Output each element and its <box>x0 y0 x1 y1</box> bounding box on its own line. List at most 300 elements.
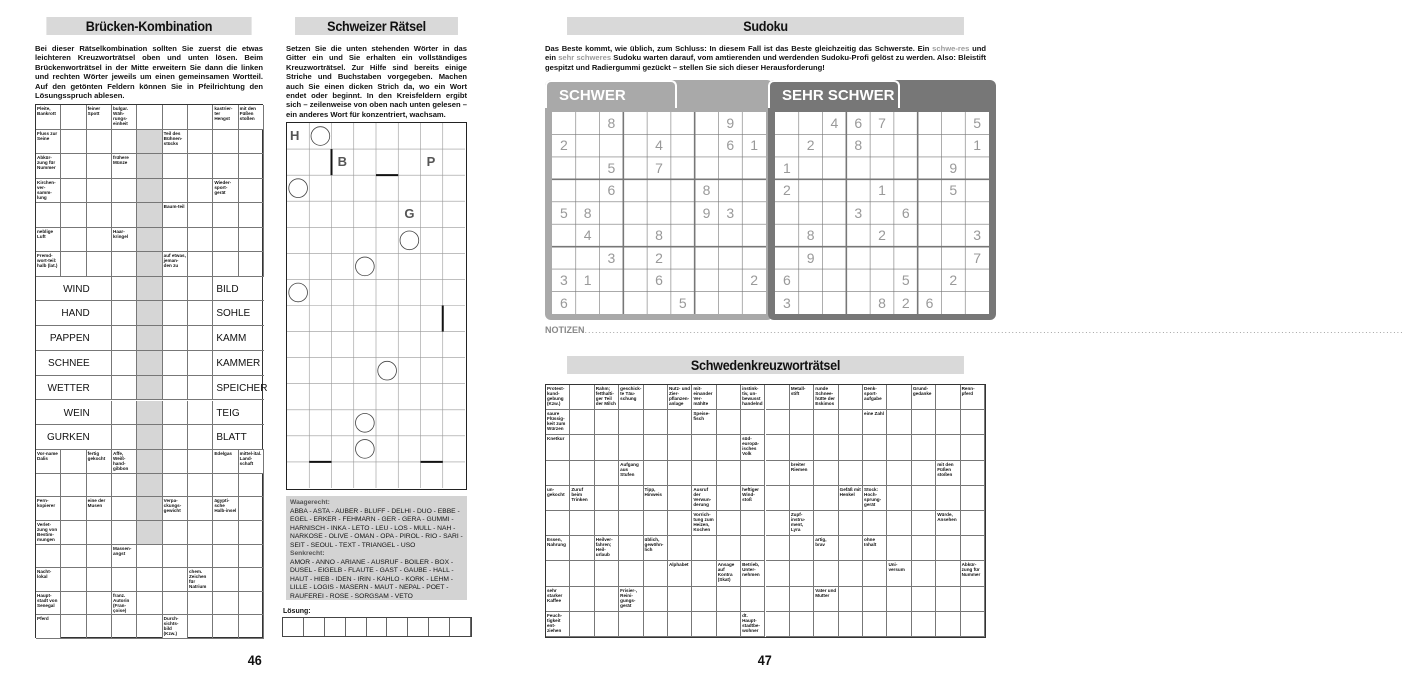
answer-cell[interactable] <box>766 435 790 460</box>
answer-cell[interactable] <box>570 612 594 637</box>
answer-cell[interactable] <box>839 587 863 612</box>
answer-cell[interactable] <box>887 587 911 612</box>
answer-cell[interactable] <box>163 228 188 253</box>
answer-cell[interactable] <box>87 592 112 616</box>
bridge-answer-cell[interactable] <box>137 326 162 351</box>
answer-cell[interactable] <box>137 474 162 498</box>
answer-cell[interactable] <box>790 536 814 561</box>
answer-cell[interactable] <box>87 474 112 498</box>
answer-cell[interactable] <box>61 450 86 474</box>
answer-cell[interactable] <box>137 497 162 521</box>
answer-cell[interactable] <box>112 497 137 521</box>
answer-cell[interactable] <box>163 154 188 179</box>
answer-cell[interactable] <box>137 568 162 592</box>
answer-cell[interactable] <box>87 228 112 253</box>
answer-cell[interactable] <box>644 511 668 536</box>
answer-cell[interactable] <box>863 561 887 586</box>
answer-cell[interactable] <box>692 561 716 586</box>
answer-cell[interactable] <box>790 486 814 511</box>
bridge-answer-cell[interactable] <box>112 425 137 450</box>
answer-cell[interactable] <box>61 568 86 592</box>
answer-cell[interactable] <box>912 435 936 460</box>
sudoku-given: 2 <box>901 294 910 311</box>
bridge-answer-cell[interactable] <box>188 277 213 302</box>
answer-cell[interactable] <box>644 587 668 612</box>
sudoku-schwer-grid[interactable] <box>552 112 766 314</box>
bridge-answer-cell[interactable] <box>137 277 162 302</box>
answer-cell[interactable] <box>619 486 643 511</box>
answer-cell[interactable] <box>239 497 264 521</box>
answer-cell[interactable] <box>87 154 112 179</box>
answer-cell[interactable] <box>163 592 188 616</box>
answer-cell[interactable] <box>717 486 741 511</box>
answer-cell[interactable] <box>188 521 213 545</box>
clue-cell: Vater und Mutter <box>814 587 838 612</box>
answer-cell[interactable] <box>839 536 863 561</box>
bridge-answer-cell[interactable] <box>188 301 213 326</box>
answer-cell[interactable] <box>717 612 741 637</box>
answer-cell[interactable] <box>961 461 985 486</box>
answer-cell[interactable] <box>936 410 960 435</box>
answer-cell[interactable] <box>163 521 188 545</box>
answer-cell[interactable] <box>112 252 137 277</box>
bridge-answer-cell[interactable] <box>188 425 213 450</box>
answer-cell[interactable] <box>61 154 86 179</box>
answer-cell[interactable] <box>619 561 643 586</box>
sudoku-given: 9 <box>702 204 711 221</box>
bridge-answer-cell[interactable] <box>87 326 112 351</box>
answer-cell[interactable] <box>619 536 643 561</box>
bridge-answer-cell[interactable] <box>112 301 137 326</box>
answer-cell[interactable] <box>936 385 960 410</box>
bridge-answer-cell[interactable] <box>137 301 162 326</box>
answer-cell[interactable] <box>814 410 838 435</box>
answer-cell[interactable] <box>163 179 188 204</box>
loesung-boxes[interactable] <box>282 617 472 637</box>
senkrecht-words: AMOR - ANNO - ARIANE - AUSRUF - BOILER - BOX - DUSEL - EIGELB - FLAUTE - GAST - GAUBE - HALL - HAUT - HIEB - IDEN - IRIN - KAHLO - KORK - LEHM - LILLE - LOGIS - MASERN - MAUT - NEPAL - POET - RAUFEREI - ROSE - SORGSAM - VETO <box>290 558 454 600</box>
answer-cell[interactable] <box>644 461 668 486</box>
answer-cell[interactable] <box>887 536 911 561</box>
answer-cell[interactable] <box>112 568 137 592</box>
schweizer-grid <box>286 122 467 490</box>
clue-cell: Grund-gedanke <box>912 385 936 410</box>
answer-cell[interactable] <box>790 561 814 586</box>
answer-cell[interactable] <box>546 461 570 486</box>
answer-cell[interactable] <box>87 545 112 569</box>
answer-cell[interactable] <box>839 511 863 536</box>
answer-cell[interactable] <box>668 612 692 637</box>
answer-cell[interactable] <box>163 474 188 498</box>
answer-cell[interactable] <box>239 179 264 204</box>
answer-cell[interactable] <box>766 385 790 410</box>
answer-cell[interactable] <box>239 545 264 569</box>
answer-cell[interactable] <box>137 450 162 474</box>
answer-cell[interactable] <box>912 612 936 637</box>
sudoku-given: 6 <box>607 182 616 199</box>
answer-cell[interactable] <box>61 252 86 277</box>
bridge-answer-cell[interactable] <box>163 351 188 376</box>
answer-cell[interactable] <box>766 511 790 536</box>
answer-cell[interactable] <box>239 474 264 498</box>
answer-cell[interactable] <box>961 486 985 511</box>
answer-cell[interactable] <box>644 612 668 637</box>
answer-cell[interactable] <box>163 568 188 592</box>
answer-cell[interactable] <box>887 612 911 637</box>
bridge-answer-cell[interactable] <box>87 376 112 401</box>
answer-cell[interactable] <box>790 612 814 637</box>
answer-cell[interactable] <box>570 461 594 486</box>
answer-cell[interactable] <box>912 561 936 586</box>
answer-cell[interactable] <box>61 203 86 228</box>
answer-cell[interactable] <box>936 587 960 612</box>
answer-cell[interactable] <box>112 179 137 204</box>
answer-cell[interactable] <box>936 435 960 460</box>
answer-cell[interactable] <box>839 410 863 435</box>
answer-cell[interactable] <box>61 105 86 130</box>
answer-cell[interactable] <box>668 536 692 561</box>
answer-cell[interactable] <box>619 435 643 460</box>
bridge-answer-cell[interactable] <box>87 425 112 450</box>
answer-cell[interactable] <box>814 561 838 586</box>
answer-cell[interactable] <box>887 486 911 511</box>
answer-cell[interactable] <box>766 486 790 511</box>
answer-cell[interactable] <box>61 228 86 253</box>
answer-cell[interactable] <box>644 410 668 435</box>
answer-cell[interactable] <box>61 615 86 639</box>
answer-cell[interactable] <box>137 615 162 639</box>
bridge-answer-cell[interactable] <box>137 425 162 450</box>
answer-cell[interactable] <box>87 568 112 592</box>
answer-cell[interactable] <box>717 385 741 410</box>
answer-cell[interactable] <box>863 612 887 637</box>
answer-cell[interactable] <box>912 486 936 511</box>
answer-cell[interactable] <box>814 511 838 536</box>
answer-cell[interactable] <box>87 521 112 545</box>
answer-cell[interactable] <box>692 587 716 612</box>
answer-cell[interactable] <box>239 252 264 277</box>
solution-circle <box>356 257 375 276</box>
answer-cell[interactable] <box>213 154 238 179</box>
answer-cell[interactable] <box>188 228 213 253</box>
answer-cell[interactable] <box>137 521 162 545</box>
answer-cell[interactable] <box>961 587 985 612</box>
answer-cell[interactable] <box>213 615 238 639</box>
given-letter: B <box>337 154 348 170</box>
answer-cell[interactable] <box>619 410 643 435</box>
answer-cell[interactable] <box>137 130 162 155</box>
answer-cell[interactable] <box>692 536 716 561</box>
answer-cell[interactable] <box>87 179 112 204</box>
answer-cell[interactable] <box>188 130 213 155</box>
answer-cell[interactable] <box>595 587 619 612</box>
bridge-answer-cell[interactable] <box>112 351 137 376</box>
answer-cell[interactable] <box>87 615 112 639</box>
answer-cell[interactable] <box>595 561 619 586</box>
answer-cell[interactable] <box>188 450 213 474</box>
answer-cell[interactable] <box>717 410 741 435</box>
answer-cell[interactable] <box>61 521 86 545</box>
clue-cell: Durch-sichts-bild (Kzw.) <box>163 615 188 639</box>
clue-cell: ohne Inhalt <box>863 536 887 561</box>
bridge-answer-cell[interactable] <box>137 376 162 401</box>
answer-cell[interactable] <box>137 179 162 204</box>
answer-cell[interactable] <box>570 385 594 410</box>
answer-cell[interactable] <box>936 561 960 586</box>
answer-cell[interactable] <box>87 252 112 277</box>
answer-cell[interactable] <box>717 461 741 486</box>
answer-cell[interactable] <box>137 105 162 130</box>
answer-cell[interactable] <box>790 410 814 435</box>
answer-cell[interactable] <box>112 521 137 545</box>
answer-cell[interactable] <box>87 130 112 155</box>
answer-cell[interactable] <box>61 497 86 521</box>
answer-cell[interactable] <box>61 474 86 498</box>
answer-cell[interactable] <box>87 203 112 228</box>
answer-cell[interactable] <box>61 592 86 616</box>
answer-cell[interactable] <box>839 561 863 586</box>
answer-cell[interactable] <box>188 252 213 277</box>
answer-cell[interactable] <box>839 461 863 486</box>
answer-cell[interactable] <box>741 587 765 612</box>
answer-cell[interactable] <box>717 435 741 460</box>
given-letter: P <box>426 154 436 170</box>
answer-cell[interactable] <box>213 521 238 545</box>
bridge-answer-cell[interactable] <box>188 401 213 426</box>
answer-cell[interactable] <box>692 435 716 460</box>
answer-cell[interactable] <box>213 545 238 569</box>
answer-cell[interactable] <box>839 435 863 460</box>
clue-cell: Ansage auf Kontra (Skat) <box>717 561 741 586</box>
answer-cell[interactable] <box>163 105 188 130</box>
answer-cell[interactable] <box>595 612 619 637</box>
answer-cell[interactable] <box>112 474 137 498</box>
answer-cell[interactable] <box>213 228 238 253</box>
answer-cell[interactable] <box>570 511 594 536</box>
answer-cell[interactable] <box>137 203 162 228</box>
bridge-left-word: GURKEN <box>46 432 90 444</box>
answer-cell[interactable] <box>112 615 137 639</box>
bridge-answer-cell[interactable] <box>163 301 188 326</box>
answer-cell[interactable] <box>839 385 863 410</box>
answer-cell[interactable] <box>239 154 264 179</box>
answer-cell[interactable] <box>692 461 716 486</box>
answer-cell[interactable] <box>546 561 570 586</box>
answer-cell[interactable] <box>239 130 264 155</box>
answer-cell[interactable] <box>188 105 213 130</box>
answer-cell[interactable] <box>137 252 162 277</box>
bridge-answer-cell[interactable] <box>87 351 112 376</box>
sudoku-sehr-schwer-grid[interactable] <box>775 112 989 314</box>
answer-cell[interactable] <box>863 461 887 486</box>
answer-cell[interactable] <box>239 228 264 253</box>
answer-cell[interactable] <box>887 435 911 460</box>
answer-cell[interactable] <box>863 511 887 536</box>
sudoku-given: 1 <box>583 272 592 289</box>
bridge-answer-cell[interactable] <box>163 376 188 401</box>
bridge-answer-cell[interactable] <box>163 401 188 426</box>
answer-cell[interactable] <box>887 385 911 410</box>
answer-cell[interactable] <box>644 561 668 586</box>
bridge-answer-cell[interactable] <box>188 326 213 351</box>
answer-cell[interactable] <box>717 587 741 612</box>
answer-cell[interactable] <box>814 461 838 486</box>
answer-cell[interactable] <box>814 486 838 511</box>
bridge-answer-cell[interactable] <box>112 401 137 426</box>
answer-cell[interactable] <box>188 203 213 228</box>
answer-cell[interactable] <box>213 203 238 228</box>
answer-cell[interactable] <box>239 568 264 592</box>
answer-cell[interactable] <box>239 203 264 228</box>
answer-cell[interactable] <box>717 511 741 536</box>
answer-cell[interactable] <box>137 228 162 253</box>
bridge-answer-cell[interactable] <box>87 277 112 302</box>
answer-cell[interactable] <box>213 592 238 616</box>
answer-cell[interactable] <box>668 461 692 486</box>
answer-cell[interactable] <box>912 461 936 486</box>
answer-cell[interactable] <box>112 130 137 155</box>
answer-cell[interactable] <box>188 497 213 521</box>
bridge-answer-cell[interactable] <box>112 376 137 401</box>
answer-cell[interactable] <box>595 410 619 435</box>
bridge-answer-cell[interactable] <box>188 376 213 401</box>
answer-cell[interactable] <box>570 410 594 435</box>
answer-cell[interactable] <box>61 130 86 155</box>
answer-cell[interactable] <box>188 615 213 639</box>
answer-cell[interactable] <box>766 561 790 586</box>
answer-cell[interactable] <box>790 435 814 460</box>
answer-cell[interactable] <box>741 511 765 536</box>
answer-cell[interactable] <box>790 587 814 612</box>
sudoku-given: 1 <box>878 182 886 199</box>
bridge-answer-cell[interactable] <box>188 351 213 376</box>
answer-cell[interactable] <box>570 435 594 460</box>
answer-cell[interactable] <box>188 592 213 616</box>
answer-cell[interactable] <box>668 410 692 435</box>
answer-cell[interactable] <box>213 130 238 155</box>
answer-cell[interactable] <box>961 410 985 435</box>
answer-cell[interactable] <box>839 612 863 637</box>
clue-cell: eine der Musen <box>87 497 112 521</box>
answer-cell[interactable] <box>546 511 570 536</box>
answer-cell[interactable] <box>137 154 162 179</box>
bridge-answer-cell[interactable] <box>112 277 137 302</box>
answer-cell[interactable] <box>36 474 61 498</box>
answer-cell[interactable] <box>213 568 238 592</box>
answer-cell[interactable] <box>36 545 61 569</box>
answer-cell[interactable] <box>61 545 86 569</box>
answer-cell[interactable] <box>741 536 765 561</box>
answer-cell[interactable] <box>570 587 594 612</box>
answer-cell[interactable] <box>887 410 911 435</box>
answer-cell[interactable] <box>863 435 887 460</box>
bridge-answer-cell[interactable] <box>163 277 188 302</box>
answer-cell[interactable] <box>213 252 238 277</box>
answer-cell[interactable] <box>188 179 213 204</box>
answer-cell[interactable] <box>36 203 61 228</box>
clue-cell: artig, brav <box>814 536 838 561</box>
answer-cell[interactable] <box>961 511 985 536</box>
bridge-answer-cell[interactable] <box>163 326 188 351</box>
answer-cell[interactable] <box>912 587 936 612</box>
clue-cell: Haupt-stadt von Senegal <box>36 592 61 616</box>
answer-cell[interactable] <box>936 612 960 637</box>
answer-cell[interactable] <box>766 461 790 486</box>
answer-cell[interactable] <box>595 486 619 511</box>
answer-cell[interactable] <box>766 612 790 637</box>
answer-cell[interactable] <box>766 587 790 612</box>
answer-cell[interactable] <box>961 435 985 460</box>
answer-cell[interactable] <box>239 592 264 616</box>
answer-cell[interactable] <box>717 536 741 561</box>
answer-cell[interactable] <box>668 587 692 612</box>
clue-cell: neblige Luft <box>36 228 61 253</box>
answer-cell[interactable] <box>961 536 985 561</box>
answer-cell[interactable] <box>912 410 936 435</box>
answer-cell[interactable] <box>137 545 162 569</box>
answer-cell[interactable] <box>213 474 238 498</box>
answer-cell[interactable] <box>137 592 162 616</box>
answer-cell[interactable] <box>595 461 619 486</box>
answer-cell[interactable] <box>936 536 960 561</box>
answer-cell[interactable] <box>887 511 911 536</box>
answer-cell[interactable] <box>814 612 838 637</box>
answer-cell[interactable] <box>668 435 692 460</box>
answer-cell[interactable] <box>595 511 619 536</box>
answer-cell[interactable] <box>188 474 213 498</box>
answer-cell[interactable] <box>163 545 188 569</box>
bridge-answer-cell[interactable] <box>137 351 162 376</box>
bridge-answer-cell[interactable] <box>163 425 188 450</box>
clue-cell: bulgar. Wäh-rungs-einheit <box>112 105 137 130</box>
schweden-header: Schwedenkreuzworträtsel <box>567 356 964 374</box>
answer-cell[interactable] <box>936 486 960 511</box>
answer-cell[interactable] <box>741 410 765 435</box>
answer-cell[interactable] <box>912 511 936 536</box>
answer-cell[interactable] <box>863 587 887 612</box>
answer-cell[interactable] <box>188 545 213 569</box>
answer-cell[interactable] <box>112 203 137 228</box>
sudoku-given: 8 <box>878 294 886 311</box>
answer-cell[interactable] <box>644 385 668 410</box>
bridge-answer-cell[interactable] <box>112 326 137 351</box>
answer-cell[interactable] <box>239 615 264 639</box>
bridge-answer-cell[interactable] <box>137 401 162 426</box>
answer-cell[interactable] <box>692 612 716 637</box>
answer-cell[interactable] <box>595 435 619 460</box>
answer-cell[interactable] <box>570 561 594 586</box>
bridge-answer-cell[interactable] <box>87 401 112 426</box>
answer-cell[interactable] <box>570 536 594 561</box>
answer-cell[interactable] <box>741 461 765 486</box>
answer-cell[interactable] <box>814 435 838 460</box>
answer-cell[interactable] <box>163 450 188 474</box>
answer-cell[interactable] <box>239 521 264 545</box>
answer-cell[interactable] <box>619 511 643 536</box>
answer-cell[interactable] <box>668 511 692 536</box>
clue-cell: Massen-angst <box>112 545 137 569</box>
answer-cell[interactable] <box>912 536 936 561</box>
answer-cell[interactable] <box>668 486 692 511</box>
answer-cell[interactable] <box>61 179 86 204</box>
answer-cell[interactable] <box>619 612 643 637</box>
answer-cell[interactable] <box>887 461 911 486</box>
bridge-answer-cell[interactable] <box>87 301 112 326</box>
answer-cell[interactable] <box>766 410 790 435</box>
answer-cell[interactable] <box>644 435 668 460</box>
answer-cell[interactable] <box>766 536 790 561</box>
answer-cell[interactable] <box>961 612 985 637</box>
answer-cell[interactable] <box>188 154 213 179</box>
